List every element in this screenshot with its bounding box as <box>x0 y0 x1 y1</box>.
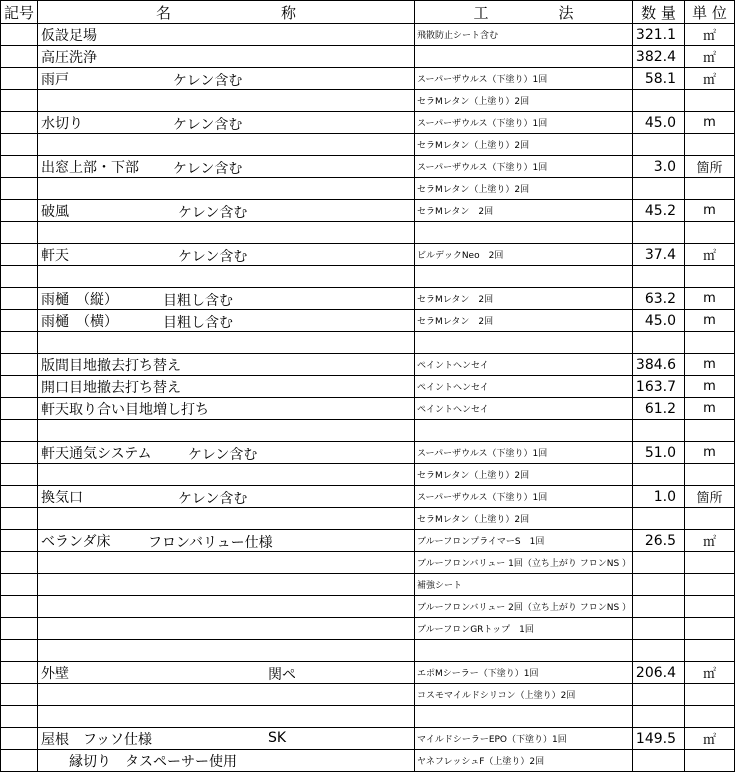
row-method: マイルドシーラーEPO（下塗り）1回 <box>415 728 633 750</box>
table-row <box>1 90 735 112</box>
row-quantity <box>633 266 685 288</box>
row-method: セラMレタン（上塗り）2回 <box>415 134 633 156</box>
row-code <box>1 486 38 508</box>
row-method <box>415 640 633 662</box>
row-name-primary: 軒天 <box>41 247 69 264</box>
table-row <box>1 398 735 420</box>
row-code <box>1 68 38 90</box>
row-quantity: 321.1 <box>633 24 685 46</box>
row-quantity <box>633 750 685 772</box>
row-quantity: 61.2 <box>633 398 685 420</box>
row-name-primary: 雨戸 <box>41 71 69 88</box>
row-code <box>1 156 38 178</box>
row-name-note: ケレン含む <box>178 205 248 221</box>
row-method: 飛散防止シート含む <box>415 24 633 46</box>
row-unit: m <box>685 310 735 332</box>
row-unit: m <box>685 442 735 464</box>
row-name <box>38 310 415 332</box>
row-unit <box>685 134 735 156</box>
row-method: スーパーザウルス（下塗り）1回 <box>415 486 633 508</box>
row-name <box>38 134 415 156</box>
row-unit <box>685 508 735 530</box>
row-method: ペイントヘンセイ <box>415 354 633 376</box>
row-name <box>38 464 415 486</box>
row-method: セラMレタン 2回 <box>415 200 633 222</box>
row-name <box>38 596 415 618</box>
table-row <box>1 530 735 552</box>
row-method: セラMレタン（上塗り）2回 <box>415 464 633 486</box>
row-code <box>1 574 38 596</box>
row-code <box>1 46 38 68</box>
row-quantity: 382.4 <box>633 46 685 68</box>
row-unit <box>685 420 735 442</box>
table-row <box>1 684 735 706</box>
row-quantity <box>633 596 685 618</box>
row-unit <box>685 222 735 244</box>
row-unit <box>685 596 735 618</box>
row-quantity <box>633 640 685 662</box>
row-code <box>1 354 38 376</box>
row-name-note: SK <box>268 730 287 746</box>
table-row <box>1 420 735 442</box>
row-code <box>1 222 38 244</box>
row-method: エポMシーラー（下塗り）1回 <box>415 662 633 684</box>
table-header <box>1 1 735 24</box>
table-row <box>1 156 735 178</box>
row-method: ブルーフロンバリュー 2回（立ち上がり フロンNS ） <box>415 596 633 618</box>
row-code <box>1 266 38 288</box>
row-method: スーパーザウルス（下塗り）1回 <box>415 156 633 178</box>
row-code <box>1 24 38 46</box>
row-name <box>38 24 415 46</box>
header-method-a: 工 <box>473 3 489 22</box>
row-name <box>38 640 415 662</box>
row-method: ブルーフロンバリュー 1回（立ち上がり フロンNS ） <box>415 552 633 574</box>
row-name-note: ケレン含む <box>178 491 248 507</box>
row-name <box>38 574 415 596</box>
table-row <box>1 310 735 332</box>
row-name <box>38 222 415 244</box>
row-quantity: 58.1 <box>633 68 685 90</box>
row-code <box>1 288 38 310</box>
row-unit <box>685 684 735 706</box>
row-method <box>415 46 633 68</box>
row-method: ペイントヘンセイ <box>415 376 633 398</box>
row-name <box>38 90 415 112</box>
row-unit <box>685 750 735 772</box>
row-name <box>38 46 415 68</box>
table-row <box>1 508 735 530</box>
row-name <box>38 376 415 398</box>
row-name-primary: 軒天取り合い目地増し打ち <box>41 401 209 418</box>
row-quantity: 51.0 <box>633 442 685 464</box>
row-unit <box>685 332 735 354</box>
row-name <box>38 420 415 442</box>
row-name <box>38 68 415 90</box>
table-row <box>1 288 735 310</box>
row-unit: m <box>685 200 735 222</box>
table-row <box>1 750 735 772</box>
row-quantity <box>633 618 685 640</box>
row-code <box>1 420 38 442</box>
row-method <box>415 266 633 288</box>
table-row <box>1 244 735 266</box>
row-name-note: ケレン含む <box>173 117 243 133</box>
row-name <box>38 354 415 376</box>
row-unit <box>685 90 735 112</box>
row-unit: m <box>685 376 735 398</box>
row-code <box>1 640 38 662</box>
table-row <box>1 442 735 464</box>
row-method: スーパーザウルス（下塗り）1回 <box>415 112 633 134</box>
row-name-primary: 換気口 <box>41 489 83 506</box>
row-name <box>38 266 415 288</box>
row-code <box>1 684 38 706</box>
header-name-a: 名 <box>155 3 171 22</box>
row-method: ブルーフロンプライマーS 1回 <box>415 530 633 552</box>
table-row <box>1 486 735 508</box>
row-unit <box>685 464 735 486</box>
row-unit <box>685 706 735 728</box>
row-name-primary: 水切り <box>41 115 83 132</box>
row-unit: m <box>685 354 735 376</box>
table-row <box>1 640 735 662</box>
row-code <box>1 552 38 574</box>
row-unit: ㎡ <box>685 68 735 90</box>
row-name <box>38 244 415 266</box>
table-row <box>1 596 735 618</box>
table-row <box>1 552 735 574</box>
row-name-note: ケレン含む <box>173 161 243 177</box>
header-code: 記号 <box>1 1 38 24</box>
row-quantity: 3.0 <box>633 156 685 178</box>
row-code <box>1 596 38 618</box>
row-method: セラMレタン 2回 <box>415 288 633 310</box>
row-quantity: 63.2 <box>633 288 685 310</box>
header-qty: 数 量 <box>633 1 685 24</box>
row-unit <box>685 178 735 200</box>
row-method: ペイントヘンセイ <box>415 398 633 420</box>
row-name <box>38 508 415 530</box>
table-row <box>1 574 735 596</box>
row-unit <box>685 618 735 640</box>
row-unit: ㎡ <box>685 728 735 750</box>
row-quantity <box>633 134 685 156</box>
row-name <box>38 332 415 354</box>
row-unit: m <box>685 112 735 134</box>
row-unit: m <box>685 398 735 420</box>
row-code <box>1 442 38 464</box>
row-name-primary: 開口目地撤去打ち替え <box>41 379 181 396</box>
row-unit <box>685 552 735 574</box>
row-quantity: 45.0 <box>633 310 685 332</box>
row-code <box>1 134 38 156</box>
row-quantity <box>633 332 685 354</box>
row-code <box>1 90 38 112</box>
row-name-note: ケレン含む <box>178 249 248 265</box>
row-unit <box>685 640 735 662</box>
row-quantity: 37.4 <box>633 244 685 266</box>
row-code <box>1 750 38 772</box>
row-name-note: ケレン含む <box>173 73 243 89</box>
row-name <box>38 288 415 310</box>
table-row <box>1 332 735 354</box>
row-name <box>38 552 415 574</box>
row-quantity: 26.5 <box>633 530 685 552</box>
row-unit: ㎡ <box>685 244 735 266</box>
table-row <box>1 728 735 750</box>
row-name <box>38 706 415 728</box>
row-unit: 箇所 <box>685 156 735 178</box>
row-method <box>415 706 633 728</box>
row-name <box>38 728 415 750</box>
row-code <box>1 244 38 266</box>
header-method <box>415 1 633 24</box>
row-name-primary: 軒天通気システム <box>41 445 152 462</box>
row-method <box>415 332 633 354</box>
row-method: 補強シート <box>415 574 633 596</box>
row-method: ヤネフレッシュF（上塗り）2回 <box>415 750 633 772</box>
row-code <box>1 618 38 640</box>
row-code <box>1 376 38 398</box>
row-quantity <box>633 552 685 574</box>
row-method: スーパーザウルス（下塗り）1回 <box>415 68 633 90</box>
row-name-note: 目粗し含む <box>163 293 233 309</box>
row-code <box>1 662 38 684</box>
table-row <box>1 464 735 486</box>
row-name-primary: 破風 <box>41 203 69 220</box>
row-unit: m <box>685 288 735 310</box>
row-name <box>38 750 415 772</box>
row-name-note: ケレン含む <box>188 447 258 463</box>
row-method: コスモマイルドシリコン（上塗り）2回 <box>415 684 633 706</box>
header-method-b: 法 <box>558 3 574 22</box>
row-unit: ㎡ <box>685 530 735 552</box>
row-name-primary: 縁切り タスペーサー使用 <box>41 753 237 770</box>
row-method: スーパーザウルス（下塗り）1回 <box>415 442 633 464</box>
table-row <box>1 134 735 156</box>
row-quantity: 45.0 <box>633 112 685 134</box>
row-code <box>1 332 38 354</box>
row-unit: ㎡ <box>685 46 735 68</box>
row-unit <box>685 266 735 288</box>
row-method: セラMレタン 2回 <box>415 310 633 332</box>
table-row <box>1 662 735 684</box>
row-code <box>1 112 38 134</box>
table-row <box>1 376 735 398</box>
table-row <box>1 222 735 244</box>
row-name-primary: ベランダ床 <box>41 533 111 550</box>
row-name <box>38 442 415 464</box>
row-code <box>1 530 38 552</box>
row-name-note: 目粗し含む <box>163 315 233 331</box>
table-row <box>1 112 735 134</box>
row-quantity <box>633 574 685 596</box>
table-row <box>1 46 735 68</box>
table-row <box>1 266 735 288</box>
row-name-primary: 版間目地撤去打ち替え <box>41 357 181 374</box>
row-code <box>1 200 38 222</box>
row-name-primary: 仮設足場 <box>41 27 97 44</box>
table-row <box>1 354 735 376</box>
row-name <box>38 684 415 706</box>
table-body <box>1 24 735 772</box>
row-unit: 箇所 <box>685 486 735 508</box>
row-name <box>38 618 415 640</box>
row-name <box>38 200 415 222</box>
row-quantity: 206.4 <box>633 662 685 684</box>
row-quantity <box>633 420 685 442</box>
row-name-note: フロンバリュー仕様 <box>148 535 273 551</box>
row-quantity <box>633 508 685 530</box>
row-code <box>1 464 38 486</box>
row-name-primary: 外壁 <box>41 665 69 682</box>
row-quantity: 1.0 <box>633 486 685 508</box>
row-quantity: 149.5 <box>633 728 685 750</box>
row-quantity: 45.2 <box>633 200 685 222</box>
row-quantity <box>633 178 685 200</box>
header-name <box>38 1 415 24</box>
row-method: ビルデックNeo 2回 <box>415 244 633 266</box>
row-quantity <box>633 684 685 706</box>
row-method: セラMレタン（上塗り）2回 <box>415 178 633 200</box>
row-code <box>1 728 38 750</box>
row-method <box>415 420 633 442</box>
row-name-primary: 出窓上部・下部 <box>41 159 139 176</box>
table-row <box>1 706 735 728</box>
row-code <box>1 178 38 200</box>
row-name <box>38 530 415 552</box>
row-method: セラMレタン（上塗り）2回 <box>415 508 633 530</box>
row-name-note: 関ペ <box>268 667 296 683</box>
row-method: ブルーフロンGRトップ 1回 <box>415 618 633 640</box>
row-quantity <box>633 464 685 486</box>
row-code <box>1 310 38 332</box>
row-quantity <box>633 90 685 112</box>
row-quantity: 163.7 <box>633 376 685 398</box>
row-quantity <box>633 706 685 728</box>
row-name-primary: 雨樋 （縦） <box>41 291 118 308</box>
header-unit: 単 位 <box>685 1 735 24</box>
row-name <box>38 112 415 134</box>
row-name <box>38 662 415 684</box>
row-code <box>1 706 38 728</box>
row-unit: ㎡ <box>685 24 735 46</box>
row-name-primary: 屋根 フッソ仕様 <box>41 731 153 748</box>
row-unit <box>685 574 735 596</box>
row-code <box>1 508 38 530</box>
table-row <box>1 618 735 640</box>
row-name-primary: 雨樋 （横） <box>41 313 118 330</box>
row-quantity <box>633 222 685 244</box>
row-method: セラMレタン（上塗り）2回 <box>415 90 633 112</box>
header-name-b: 称 <box>281 3 297 22</box>
row-name-primary: 高圧洗浄 <box>41 49 97 66</box>
row-unit: ㎡ <box>685 662 735 684</box>
row-method <box>415 222 633 244</box>
row-code <box>1 398 38 420</box>
table-row <box>1 24 735 46</box>
row-name <box>38 156 415 178</box>
table-row <box>1 68 735 90</box>
row-quantity: 384.6 <box>633 354 685 376</box>
row-name <box>38 398 415 420</box>
table-row <box>1 178 735 200</box>
row-name <box>38 486 415 508</box>
table-row <box>1 200 735 222</box>
row-name <box>38 178 415 200</box>
